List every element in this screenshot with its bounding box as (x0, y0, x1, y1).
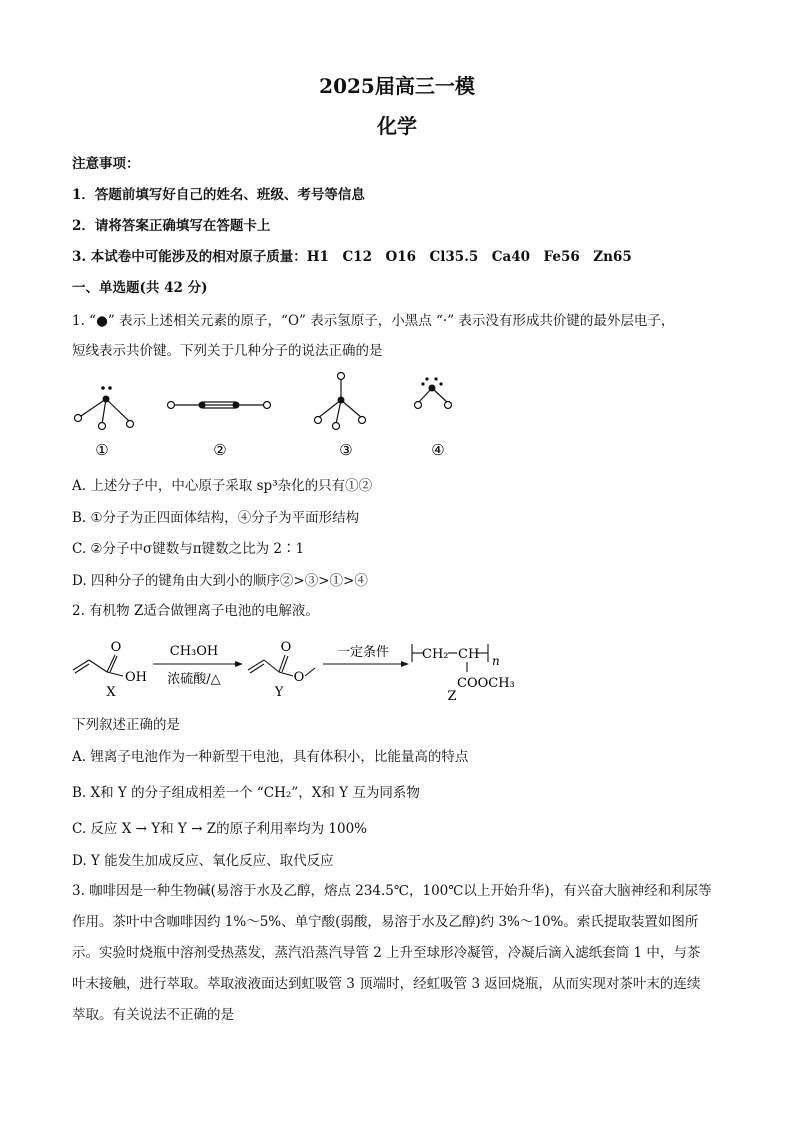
compound-x-structure (73, 640, 147, 700)
z-cooch3: COOCH₃ (457, 676, 515, 691)
q3-line-5: 萃取。有关说法不正确的是 (72, 1007, 234, 1023)
notice-item-2: 2．请将答案正确填写在答题卡上 (72, 218, 271, 234)
q2-reaction-scheme (65, 632, 535, 704)
reagent-top: CH₃OH (169, 644, 219, 659)
q1-option-c: C. ②分子中σ键数与π键数之比为 2∶1 (72, 541, 305, 557)
q2-option-c: C. 反应 X → Y和 Y → Z的原子利用率均为 100% (72, 821, 368, 837)
y-ester-oxygen: O (293, 670, 305, 685)
condition-label: 一定条件 (336, 645, 390, 660)
molecule-label-2: ② (213, 441, 227, 459)
q2-option-a: A. 锂离子电池作为一种新型干电池，具有体积小，比能量高的特点 (72, 749, 469, 765)
q2-prompt: 下列叙述正确的是 (72, 717, 180, 733)
q1-molecule-figures (60, 370, 480, 465)
molecule-3-diagram (315, 373, 366, 430)
y-label: Y (274, 685, 284, 700)
z-ch2: CH₂ (422, 647, 449, 662)
q1-stem-line-1: 1. “●” 表示上述相关元素的原子，“O” 表示氢原子，小黑点 “·” 表示没有形成共价键的最外层电子， (72, 313, 675, 329)
notice-item-1: 1．答题前填写好自己的姓名、班级、考号等信息 (72, 187, 365, 203)
molecule-2-diagram (168, 402, 271, 409)
z-n-subscript: n (492, 654, 500, 668)
q1-option-b: B. ①分子为正四面体结构，④分子为平面形结构 (72, 510, 360, 526)
q1-option-d: D. 四种分子的键角由大到小的顺序②>③>①>④ (72, 573, 368, 589)
exam-title: 2025届高三一模 (319, 74, 475, 98)
x-hydroxyl: OH (125, 670, 147, 685)
molecule-label-4: ④ (431, 441, 445, 459)
q3-line-1: 3. 咖啡因是一种生物碱(易溶于水及乙醇，熔点 234.5℃，100℃以上开始升华)，有兴奋大脑神经和利尿等 (72, 883, 712, 899)
compound-z-structure (412, 644, 515, 704)
z-label: Z (447, 689, 457, 704)
q1-option-a: A. 上述分子中，中心原子采取 sp³杂化的只有①② (72, 478, 373, 494)
molecule-1-diagram (75, 386, 134, 429)
q3-line-3: 示。实验时烧瓶中溶剂受热蒸发，蒸汽沿蒸汽导管 2 上升至球形冷凝管，冷凝后滴入滤纸套筒 1 中，与茶 (72, 945, 701, 961)
reagent-bottom: 浓硫酸/△ (167, 672, 221, 687)
molecule-label-1: ① (95, 441, 109, 459)
section-heading: 一、单选题(共 42 分) (72, 280, 208, 296)
q2-option-d: D. Y 能发生加成反应、氧化反应、取代反应 (72, 853, 334, 869)
molecule-4-diagram (415, 377, 452, 408)
x-label: X (106, 685, 116, 700)
y-oxygen: O (280, 640, 292, 655)
q2-option-b: B. X和 Y 的分子组成相差一个 “CH₂”，X和 Y 互为同系物 (72, 785, 420, 801)
z-ch: CH (458, 647, 480, 662)
compound-y-structure (248, 640, 315, 700)
notice-item-3: 3. 本试卷中可能涉及的相对原子质量：H1 C12 O16 Cl35.5 Ca40 Fe56 Zn65 (72, 249, 632, 265)
notice-heading: 注意事项： (72, 156, 140, 172)
x-oxygen: O (110, 640, 122, 655)
q3-line-4: 叶末接触，进行萃取。萃取液液面达到虹吸管 3 顶端时，经虹吸管 3 返回烧瓶，从而实现对茶叶末的连续 (72, 976, 701, 992)
q3-line-2: 作用。茶叶中含咖啡因约 1%～5%、单宁酸(弱酸，易溶于水及乙醇)约 3%～10%。索氏提取装置如图所 (72, 914, 699, 930)
q2-stem: 2. 有机物 Z适合做锂离子电池的电解液。 (72, 603, 319, 619)
subject-title: 化学 (377, 114, 417, 138)
molecule-label-3: ③ (339, 441, 353, 459)
q1-stem-line-2: 短线表示共价键。下列关于几种分子的说法正确的是 (72, 343, 383, 359)
